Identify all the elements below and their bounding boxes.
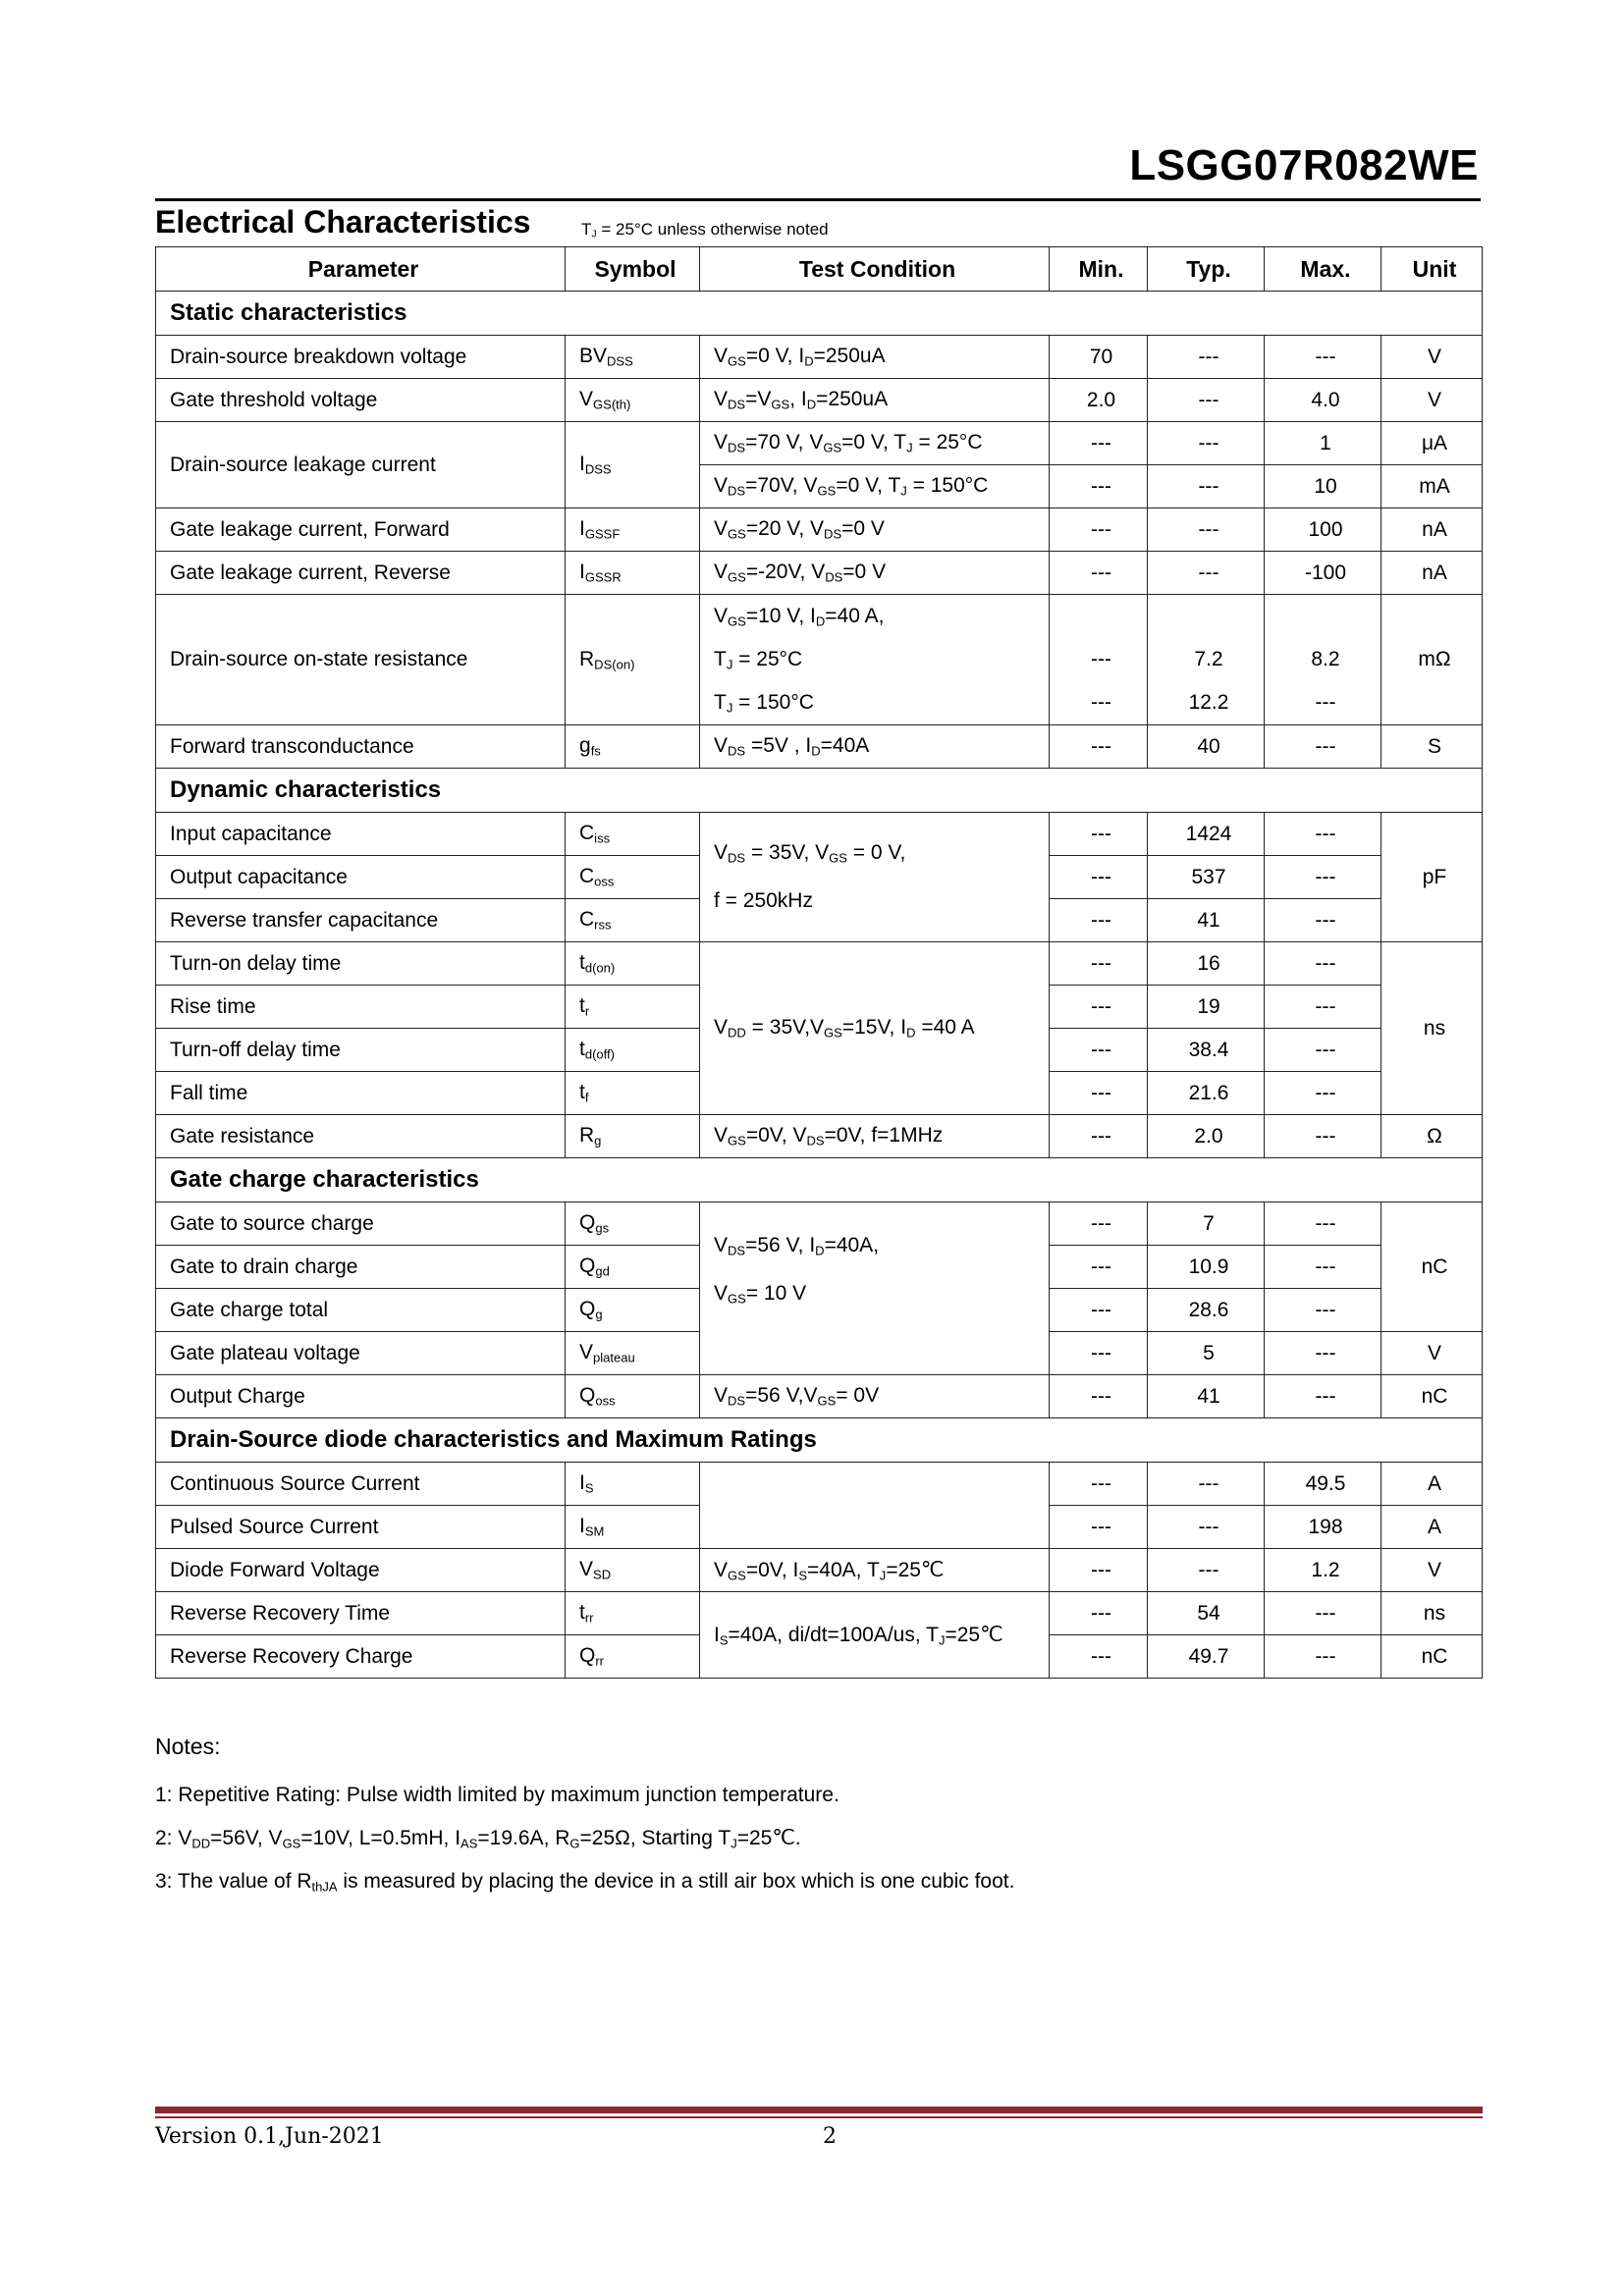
table-row: Turn-on delay time $t_{d(on)}$ $V_{DD} = 35V,V_{GS}=15V$, $I_D =40$ A --- 16 --- ns [156,942,1483,986]
col-parameter: Parameter [156,247,566,292]
notes [155,1734,1014,1903]
header-row [156,247,1483,292]
table-row: Gate charge total $Q_g$ --- 28.6 --- [156,1289,1483,1332]
table-row: Gate plateau voltage $V_{plateau}$ --- 5 --- V [156,1332,1483,1375]
section-title: Electrical Characteristics [155,204,531,240]
footer-version: Version 0.1,Jun-2021 [155,2124,384,2149]
table-row: Gate leakage current, Forward $I_{GSSF}$ $V_{GS}=20$ V, $V_{DS}=0$ V --- --- 100 nA [156,508,1483,552]
table-row: Turn-off delay time $t_{d(off)}$ --- 38.4 --- [156,1029,1483,1072]
note-2: 2: $V_{DD}=56V$, $V_{GS}=10V$, L=0.5mH, $I_{AS}=19.6A$, $R_G=25\Omega$, Starting $T_J=25℃$. [155,1827,801,1851]
section-row: Dynamic characteristics [156,769,1483,813]
electrical-characteristics-table [155,246,1483,1679]
section-row: Static characteristics [156,292,1483,336]
table-row: Drain-source leakage current $I_{DSS}$ $V_{DS}=70$ V, $V_{GS}=0$ V, $T_J = 25^\circ C$ --- --- 1 μA [156,422,1483,465]
col-symbol: Symbol [566,247,700,292]
table-row: Gate to source charge $Q_{gs}$ $V_{DS}=56$ V, $I_D=40A$, $V_{GS}= 10$ V --- 7 --- nC [156,1202,1483,1246]
condition-note: $T_J = 25^\circ C$ unless otherwise noted [581,220,829,240]
table-row: Gate leakage current, Reverse $I_{GSSR}$ $V_{GS}=-20V$, $V_{DS}=0$ V --- --- -100 nA [156,552,1483,595]
header-rule [155,198,1481,201]
section-row: Drain-Source diode characteristics and Maximum Ratings [156,1418,1483,1463]
table-row: Drain-source on-state resistance $R_{DS(on)}$ $V_{GS}=10$ V, $I_D=40$ A, $T_J = 25^\circ C$ $T_J = 150^\circ C$ --- --- 7.2 12.2 8.2 --- mΩ [156,595,1483,725]
col-test-condition: Test Condition [700,247,1050,292]
table-row: Gate threshold voltage $V_{GS(th)}$ $V_{DS}=V_{GS}$, $I_D=250uA$ 2.0 --- 4.0 V [156,379,1483,422]
table-row: Gate resistance $R_g$ $V_{GS}=0V$, $V_{DS}=0V$, f=1MHz --- 2.0 --- Ω [156,1115,1483,1158]
table-row: Output Charge $Q_{oss}$ $V_{DS}=56$ $V,V_{GS}= 0V$ --- 41 --- nC [156,1375,1483,1418]
table-row: Reverse Recovery Charge $Q_{rr}$ --- 49.7 --- nC [156,1635,1483,1679]
part-number: LSGG07R082WE [1129,141,1479,189]
page-number: 2 [823,2124,837,2149]
table-row: Diode Forward Voltage $V_{SD}$ $V_{GS}=0V$, $I_S=40A$, $T_J=25℃$ --- --- 1.2 V [156,1549,1483,1592]
footer-rule [155,2107,1483,2113]
table-row: Reverse Recovery Time $t_{rr}$ $I_S=40A$, di/dt=100A/us, $T_J=25℃$ --- 54 --- ns [156,1592,1483,1635]
col-typ: Typ. [1148,247,1265,292]
notes-heading: Notes: [155,1734,221,1759]
table-row: Gate to drain charge $Q_{gd}$ --- 10.9 --- [156,1246,1483,1289]
table-row: Reverse transfer capacitance $C_{rss}$ --- 41 --- [156,899,1483,942]
table-row: Pulsed Source Current $I_{SM}$ --- --- 198 A [156,1506,1483,1549]
note-1: 1: Repetitive Rating: Pulse width limited by maximum junction temperature. [155,1784,839,1806]
col-unit: Unit [1381,247,1483,292]
table-row: Continuous Source Current $I_S$ --- --- 49.5 A [156,1463,1483,1506]
col-min: Min. [1050,247,1148,292]
table-row: $V_{DS}=70V$, $V_{GS}=0$ V, $T_J = 150^\circ C$ --- --- 10 mA [156,465,1483,508]
section-row: Gate charge characteristics [156,1158,1483,1202]
table-row: Fall time $t_f$ --- 21.6 --- [156,1072,1483,1115]
table-row: Drain-source breakdown voltage $BV_{DSS}$ $V_{GS}=0$ V, $I_D=250uA$ 70 --- --- V [156,336,1483,379]
table-row: Forward transconductance $g_{fs}$ $V_{DS} =5V$ , $I_D=40A$ --- 40 --- S [156,725,1483,769]
table-row: Input capacitance $C_{iss}$ $V_{DS} = 35V$, $V_{GS} = 0$ V, f = 250kHz --- 1424 --- pF [156,813,1483,856]
table-row: Output capacitance $C_{oss}$ --- 537 --- [156,856,1483,899]
footer-rule-thin [155,2116,1483,2118]
note-3: 3: The value of $R_{thJA}$ is measured by placing the device in a still air box which is one cubic foot. [155,1870,1015,1895]
table-row: Rise time $t_r$ --- 19 --- [156,986,1483,1029]
col-max: Max. [1265,247,1381,292]
